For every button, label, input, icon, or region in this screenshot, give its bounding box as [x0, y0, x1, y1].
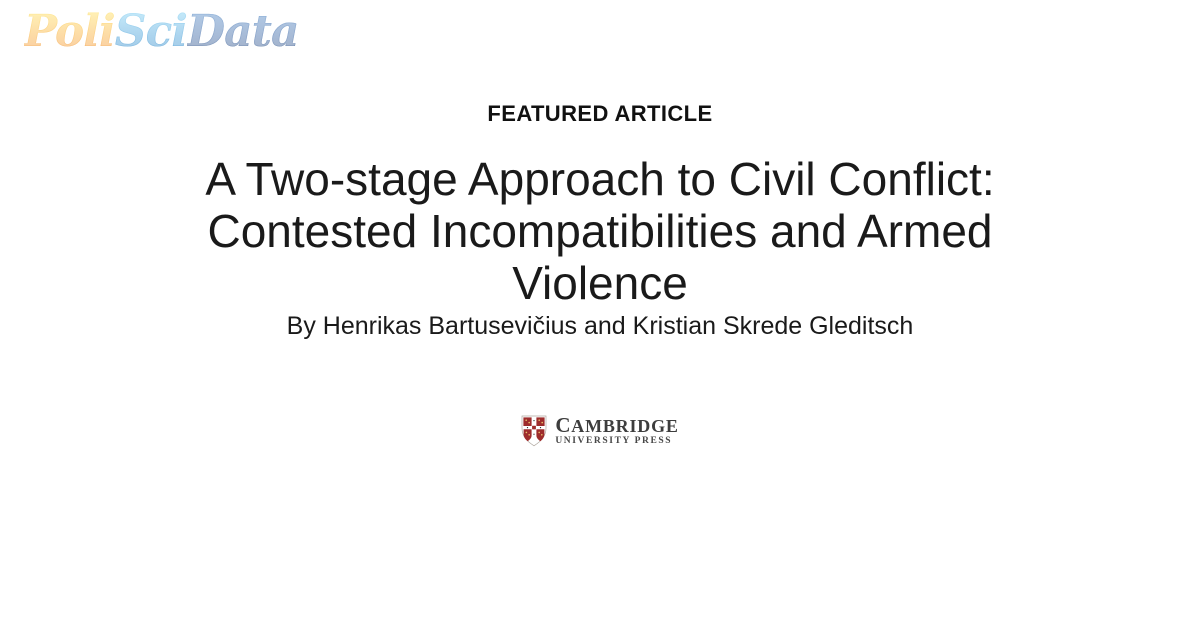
cambridge-wordmark — [555, 412, 679, 447]
logo-text-poli: Poli — [24, 6, 115, 57]
logo-text-sci: Sci — [114, 6, 187, 57]
logo-text-data: Data — [186, 6, 299, 57]
cambridge-subtitle: UNIVERSITY PRESS — [555, 435, 673, 446]
cambridge-shield-icon — [521, 414, 547, 448]
article-title-line-1: A Two-stage Approach to Civil Conflict: — [205, 153, 995, 205]
cambridge-university-press-logo — [0, 414, 1200, 448]
article-title-line-2: Contested Incompatibilities and Armed — [207, 205, 993, 257]
article-byline: By Henrikas Bartusevičius and Kristian Skrede Gleditsch — [286, 312, 914, 340]
cambridge-name: CAMBRIDGE — [555, 412, 679, 437]
featured-article-label: FEATURED ARTICLE — [487, 101, 713, 126]
article-title — [0, 153, 1200, 309]
article-title-line-3: Violence — [512, 257, 688, 309]
poliscidata-logo — [24, 6, 298, 57]
